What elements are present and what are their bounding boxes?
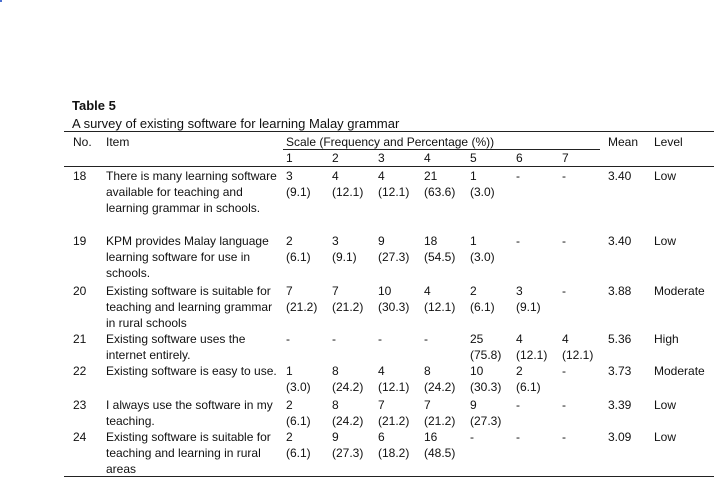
row-level: Moderate: [654, 364, 705, 378]
scale-point-5: 5: [470, 151, 477, 165]
row-item: Existing software uses the internet entirely.: [106, 332, 246, 363]
row-number: 19: [73, 234, 87, 248]
row-number: 21: [73, 332, 87, 346]
scale-header-rule: [283, 149, 600, 150]
scale-point-6: 6: [516, 151, 523, 165]
scale-cell-5: 10 (30.3): [470, 364, 502, 394]
scale-cell-6: -: [516, 398, 520, 412]
scale-cell-6: -: [516, 430, 520, 444]
scale-cell-4: 16 (48.5): [424, 430, 456, 460]
row-number: 18: [73, 169, 87, 183]
scale-cell-3: -: [378, 332, 382, 346]
row-mean: 3.88: [608, 284, 632, 298]
scale-cell-7: -: [562, 169, 566, 183]
scale-cell-2: 4 (12.1): [332, 169, 364, 199]
scale-cell-4: 18 (54.5): [424, 234, 456, 264]
scale-cell-2: -: [332, 332, 336, 346]
row-mean: 3.09: [608, 430, 632, 444]
row-number: 20: [73, 284, 87, 298]
row-mean: 5.36: [608, 332, 632, 346]
scale-cell-3: 6 (18.2): [378, 430, 410, 460]
row-level: Low: [654, 430, 677, 444]
row-mean: 3.73: [608, 364, 632, 378]
scale-point-2: 2: [332, 151, 339, 165]
scale-cell-3: 4 (12.1): [378, 364, 410, 394]
row-item: Existing software is easy to use.: [106, 364, 277, 378]
scale-cell-5: 25 (75.8): [470, 332, 502, 362]
scale-cell-2: 3 (9.1): [332, 234, 357, 264]
scale-cell-4: 21 (63.6): [424, 169, 456, 199]
scale-cell-7: -: [562, 398, 566, 412]
scale-cell-3: 7 (21.2): [378, 398, 410, 428]
scale-cell-7: -: [562, 234, 566, 248]
row-level: Low: [654, 398, 677, 412]
scale-cell-1: 7 (21.2): [286, 284, 318, 314]
table-caption: [72, 98, 399, 132]
scale-cell-5: 9 (27.3): [470, 398, 502, 428]
scale-cell-3: 9 (27.3): [378, 234, 410, 264]
header-item: Item: [106, 135, 130, 149]
header-level: Level: [654, 135, 683, 149]
header-bottom-rule: [64, 166, 714, 167]
scale-cell-2: 7 (21.2): [332, 284, 364, 314]
row-number: 22: [73, 364, 87, 378]
row-level: Moderate: [654, 284, 705, 298]
scale-cell-5: 1 (3.0): [470, 234, 495, 264]
row-item: I always use the software in my teaching.: [106, 398, 273, 429]
table-top-rule: [64, 131, 714, 132]
scale-point-1: 1: [286, 151, 293, 165]
scale-point-4: 4: [424, 151, 431, 165]
scale-cell-7: -: [562, 364, 566, 378]
scale-cell-1: -: [286, 332, 290, 346]
row-mean: 3.40: [608, 234, 632, 248]
table-title: A survey of existing software for learning Malay grammar: [72, 116, 400, 131]
scale-cell-6: 4 (12.1): [516, 332, 548, 362]
header-scale: Scale (Frequency and Percentage (%)): [286, 135, 495, 149]
scale-cell-5: 1 (3.0): [470, 169, 495, 199]
scale-cell-3: 10 (30.3): [378, 284, 410, 314]
scale-point-7: 7: [562, 151, 569, 165]
table-bottom-rule: [64, 476, 714, 477]
scale-point-3: 3: [378, 151, 385, 165]
scale-cell-6: -: [516, 234, 520, 248]
scale-cell-4: -: [424, 332, 428, 346]
scale-cell-6: -: [516, 169, 520, 183]
row-level: Low: [654, 234, 677, 248]
scale-cell-2: 9 (27.3): [332, 430, 364, 460]
scale-cell-4: 7 (21.2): [424, 398, 456, 428]
row-item: Existing software is suitable for teaching and learning in rural areas: [106, 430, 271, 477]
scale-cell-7: -: [562, 430, 566, 444]
row-number: 24: [73, 430, 87, 444]
scale-cell-1: 1 (3.0): [286, 364, 311, 394]
scale-cell-6: 2 (6.1): [516, 364, 541, 394]
scale-cell-4: 4 (12.1): [424, 284, 456, 314]
scale-cell-5: -: [470, 430, 474, 444]
scale-cell-1: 3 (9.1): [286, 169, 311, 199]
scale-cell-6: 3 (9.1): [516, 284, 541, 314]
row-mean: 3.40: [608, 169, 632, 183]
row-level: Low: [654, 169, 677, 183]
row-level: High: [654, 332, 679, 346]
row-mean: 3.39: [608, 398, 632, 412]
table-label: Table 5: [72, 98, 116, 113]
row-item: KPM provides Malay language learning software for use in schools.: [106, 234, 269, 281]
scale-cell-1: 2 (6.1): [286, 234, 311, 264]
scale-cell-2: 8 (24.2): [332, 398, 364, 428]
scale-cell-2: 8 (24.2): [332, 364, 364, 394]
header-no: No.: [73, 135, 92, 149]
row-item: Existing software is suitable for teaching and learning grammar in rural schools: [106, 284, 273, 331]
scale-cell-7: -: [562, 284, 566, 298]
row-item: There is many learning software available for teaching and learning grammar in schools.: [106, 169, 277, 216]
scale-cell-5: 2 (6.1): [470, 284, 495, 314]
header-mean: Mean: [608, 135, 639, 149]
corner-dot: [0, 0, 2, 2]
scale-cell-1: 2 (6.1): [286, 430, 311, 460]
scale-cell-1: 2 (6.1): [286, 398, 311, 428]
scale-cell-7: 4 (12.1): [562, 332, 594, 362]
row-number: 23: [73, 398, 87, 412]
scale-cell-3: 4 (12.1): [378, 169, 410, 199]
scale-cell-4: 8 (24.2): [424, 364, 456, 394]
